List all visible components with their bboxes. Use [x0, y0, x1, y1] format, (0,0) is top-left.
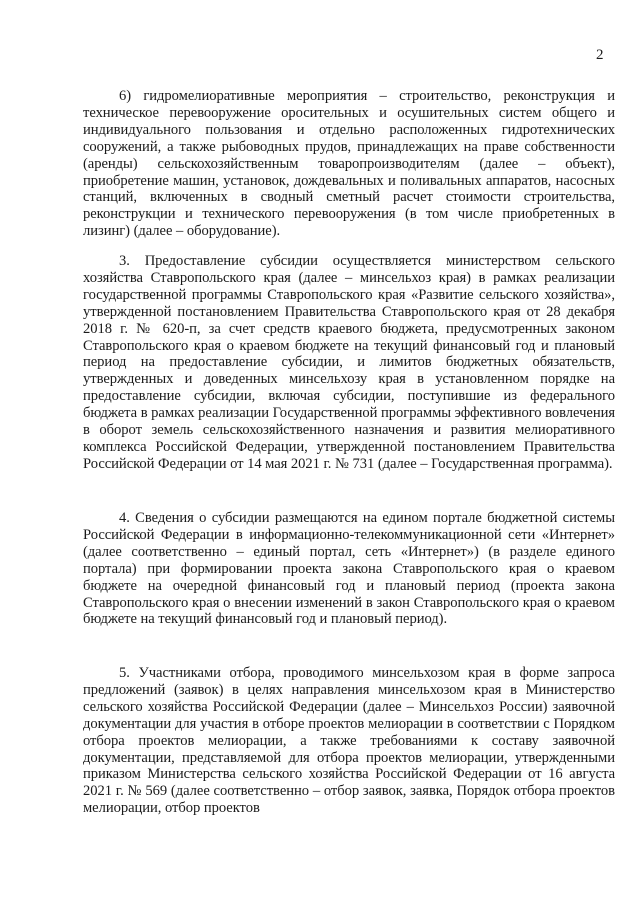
paragraph-clause-5: 5. Участниками отбора, проводимого минсельхозом края в форме запроса предложений (заявок) в целях направления минсельхозом края в Министерство сельского хозяйства Российской Федерации (далее – Минсельхоз России) заявочной документации для участия в отборе проектов мелиорации в соответствии с Порядком отбора проектов мелиорации, а также требованиями к составу заявочной документации, представляемой для отбора проектов мелиорации, утвержденными приказом Министерства сельского хозяйства Российской Федерации от 16 августа 2021 г. № 569 (далее соответственно – отбор заявок, заявка, Порядок отбора проектов мелиорации, отбор проектов — [83, 665, 615, 817]
paragraph-clause-4: 4. Сведения о субсидии размещаются на едином портале бюджетной системы Российской Федерации в информационно-телекоммуникационной сети «Интернет» (далее соответственно – единый портал, сеть «Интернет») (в разделе единого портала) при формировании проекта закона Ставропольского края о краевом бюджете на очередной финансовый год и плановый период (проекта закона Ставропольского края о внесении изменений в закон Ставропольского края о краевом бюджете на текущий финансовый год и плановый период). — [83, 510, 615, 628]
paragraph-clause-3: 3. Предоставление субсидии осуществляется министерством сельского хозяйства Ставропольского края (далее – минсельхоз края) в рамках реализации государственной программы Ставропольского края «Развитие сельского хозяйства», утвержденной постановлением Правительства Ставропольского края от 28 декабря 2018 г. № 620-п, за счет средств краевого бюджета, предусмотренных законом Ставропольского края о краевом бюджете на текущий финансовый год и плановый период на предоставление субсидии, и лимитов бюджетных обязательств, утвержденных и доведенных минсельхозу края в установленном порядке на предоставление субсидии, включая субсидии, поступившие из федерального бюджета в рамках реализации Государственной программы эффективного вовлечения в оборот земель сельскохозяйственного назначения и развития мелиоративного комплекса Российской Федерации, утвержденной постановлением Правительства Российской Федерации от 14 мая 2021 г. № 731 (далее – Государственная программа). — [83, 253, 615, 472]
paragraph-item-6: 6) гидромелиоративные мероприятия – строительство, реконструкция и техническое перевооружение оросительных и осушительных систем общего и индивидуального пользования и отдельно расположенных гидротехнических сооружений, а также рыбоводных прудов, принадлежащих на праве собственности (аренды) сельскохозяйственным товаропроизводителям (далее – объект), приобретение машин, установок, дождевальных и поливальных аппаратов, насосных станций, включенных в сводный сметный расчет стоимости строительства, реконструкции и технического перевооружения (в том числе приобретенных в лизинг) (далее – оборудование). — [83, 88, 615, 240]
page-number: 2 — [596, 47, 604, 63]
